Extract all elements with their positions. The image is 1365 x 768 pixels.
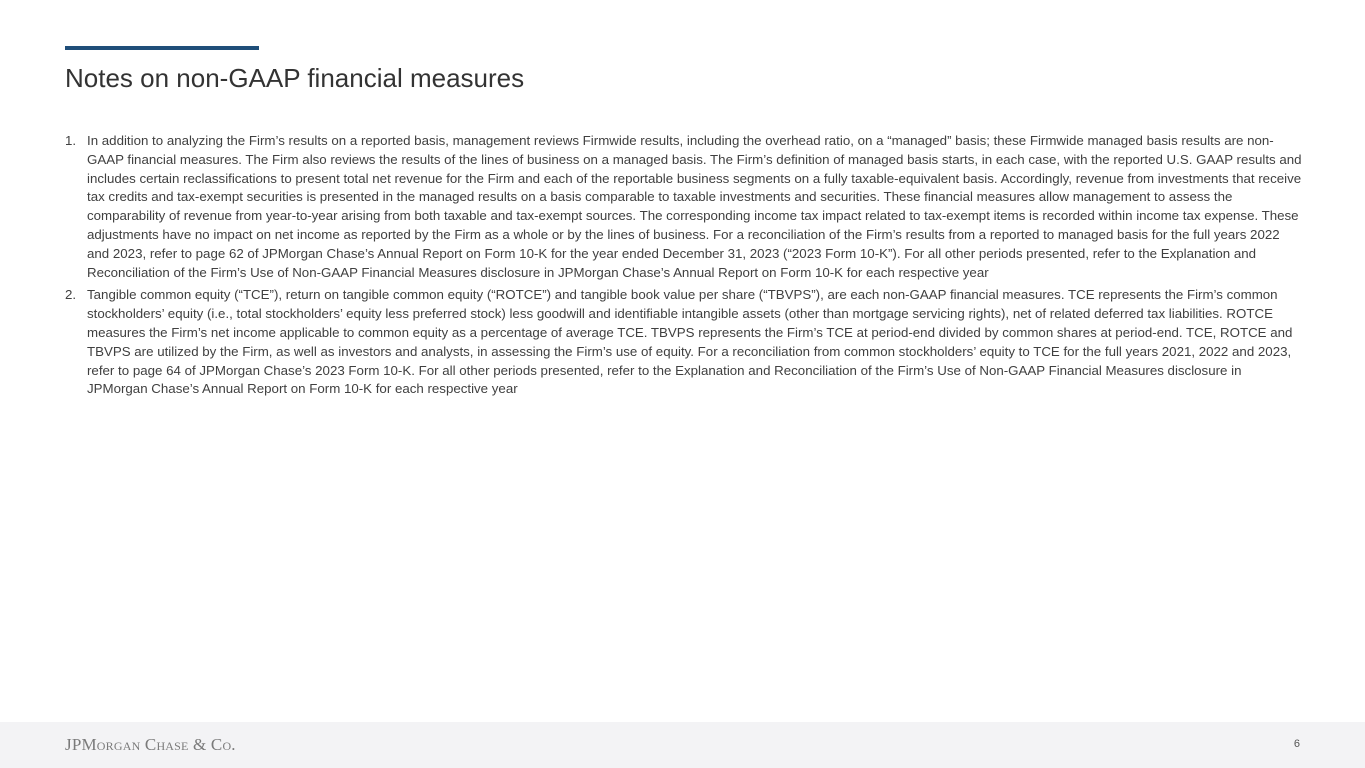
page-number: 6: [1293, 738, 1300, 750]
note-text: In addition to analyzing the Firm’s results on a reported basis, management reviews Firmwide results, including the overhead ratio, on a “managed” basis; these Firmwide managed basis results are non-GAAP financial measures. The Firm also reviews the results of the lines of business on a managed basis. The Firm’s definition of managed basis starts, in each case, with the reported U.S. GAAP results and includes certain reclassifications to present total net revenue for the Firm and each of the reportable business segments on a fully taxable-equivalent basis. Accordingly, revenue from investments that receive tax credits and tax-exempt securities is presented in the managed results on a basis comparable to taxable investments and securities. These financial measures allow management to assess the comparability of revenue from year-to-year arising from both taxable and tax-exempt sources. The corresponding income tax impact related to tax-exempt items is recorded within income tax expense. These adjustments have no impact on net income as reported by the Firm as a whole or by the lines of business. For a reconciliation of the Firm’s results from a reported to managed basis for the full years 2022 and 2023, refer to page 62 of JPMorgan Chase’s Annual Report on Form 10-K for the year ended December 31, 2023 (“2023 Form 10-K”). For all other periods presented, refer to the Explanation and Reconciliation of the Firm’s Use of Non-GAAP Financial Measures disclosure in JPMorgan Chase’s Annual Report on Form 10-K for each respective year: [87, 133, 1302, 280]
note-number: 1.: [65, 133, 77, 148]
note-item: [65, 132, 1305, 282]
title-accent-bar: [65, 46, 259, 50]
note-item: [65, 286, 1305, 399]
notes-list: [65, 132, 1305, 399]
note-text: Tangible common equity (“TCE”), return on tangible common equity (“ROTCE”) and tangible book value per share (“TBVPS”), are each non-GAAP financial measures. TCE represents the Firm’s common stockholders’ equity (i.e., total stockholders’ equity less preferred stock) less goodwill and identifiable intangible assets (other than mortgage servicing rights), net of related deferred tax liabilities. ROTCE measures the Firm’s net income applicable to common equity as a percentage of average TCE. TBVPS represents the Firm’s TCE at period-end divided by common shares at period-end. TCE, ROTCE and TBVPS are utilized by the Firm, as well as investors and analysts, in assessing the Firm’s use of equity. For a reconciliation from common stockholders’ equity to TCE for the full years 2021, 2022 and 2023, refer to page 64 of JPMorgan Chase’s 2023 Form 10-K. For all other periods presented, refer to the Explanation and Reconciliation of the Firm’s Use of Non-GAAP Financial Measures disclosure in JPMorgan Chase’s Annual Report on Form 10-K for each respective year: [87, 287, 1293, 397]
note-number: 2.: [65, 287, 77, 303]
page-title: Notes on non-GAAP financial measures: [65, 63, 525, 93]
company-logo: JPMorgan Chase & Co.: [65, 735, 236, 754]
footer: [0, 722, 1365, 768]
